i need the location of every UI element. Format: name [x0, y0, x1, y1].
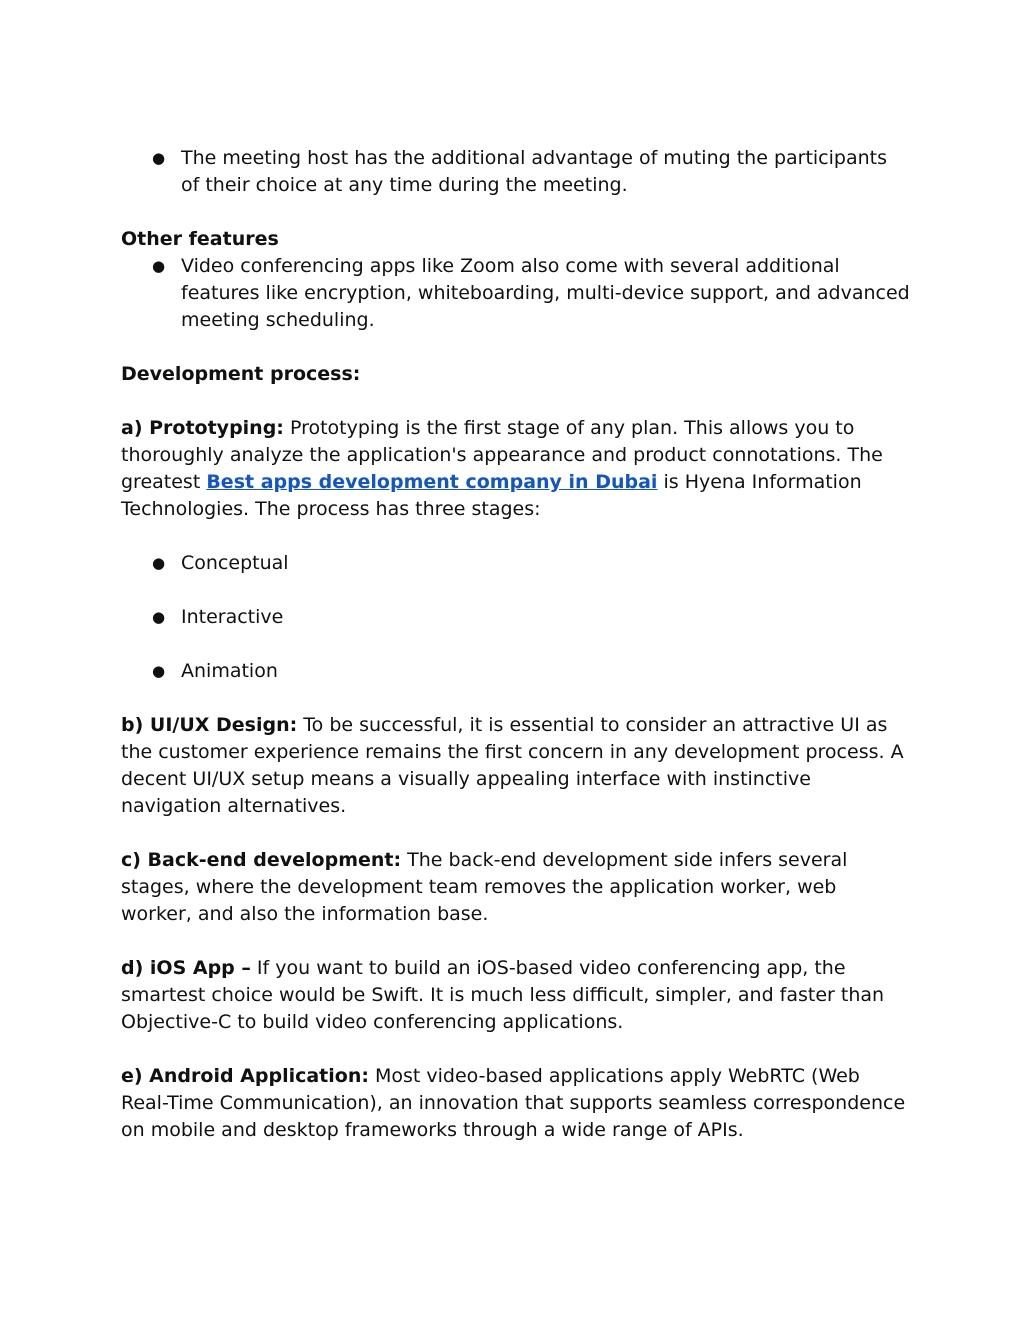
bullet-icon: ●	[152, 608, 166, 626]
uiux-text: To be successful, it is essential to consider an attractive UI as the customer experience remains the first concern in any development process. A decent UI/UX setup means a visually appealing interface with instinctive navigation alternatives.	[121, 714, 904, 817]
list-item	[121, 604, 911, 631]
other-features-list	[121, 253, 911, 334]
backend-text: The back-end development side infers several stages, where the development team removes the application worker, web worker, and also the information base.	[121, 849, 848, 925]
bullet-icon: ●	[152, 257, 166, 275]
backend-label: c) Back-end development:	[121, 849, 402, 871]
list-item	[121, 253, 911, 334]
prototyping-label: a) Prototyping:	[121, 417, 284, 439]
ios-label: d) iOS App –	[121, 957, 251, 979]
other-features-heading: Other features	[121, 228, 279, 250]
ios-text: If you want to build an iOS-based video conferencing app, the smartest choice would be Swift. It is much less difficult, simpler, and faster than Objective-C to build video conferencing applications.	[121, 957, 885, 1033]
uiux-paragraph	[121, 712, 911, 820]
prototyping-text-before-link: Prototyping is the first stage of any plan. This allows you to thoroughly analyze the application's appearance and product connotations. The greatest	[121, 417, 883, 493]
prototyping-stages-list	[121, 550, 911, 685]
android-paragraph	[121, 1063, 911, 1144]
bullet-icon: ●	[152, 662, 166, 680]
meeting-host-list	[121, 145, 911, 199]
android-text: Most video-based applications apply WebRTC (Web Real-Time Communication), an innovation that supports seamless correspondence on mobile and desktop frameworks through a wide range of APIs.	[121, 1065, 906, 1141]
bullet-icon: ●	[152, 149, 166, 167]
meeting-host-text: The meeting host has the additional advantage of muting the participants of their choice at any time during the meeting.	[181, 147, 888, 196]
bullet-icon: ●	[152, 554, 166, 572]
best-apps-development-link[interactable]: Best apps development company in Dubai	[206, 471, 658, 493]
stage-label: Interactive	[181, 606, 284, 628]
stage-label: Animation	[181, 660, 278, 682]
list-item	[121, 658, 911, 685]
android-label: e) Android Application:	[121, 1065, 369, 1087]
uiux-label: b) UI/UX Design:	[121, 714, 298, 736]
stage-label: Conceptual	[181, 552, 289, 574]
document-page	[121, 145, 911, 1144]
list-item	[121, 550, 911, 577]
ios-paragraph	[121, 955, 911, 1036]
development-process-heading: Development process:	[121, 363, 361, 385]
prototyping-paragraph	[121, 415, 911, 523]
prototyping-text-after-link: is Hyena Information Technologies. The process has three stages:	[121, 471, 862, 520]
backend-paragraph	[121, 847, 911, 928]
list-item	[121, 145, 911, 199]
other-features-text: Video conferencing apps like Zoom also come with several additional features like encryption, whiteboarding, multi-device support, and advanced meeting scheduling.	[181, 255, 910, 331]
